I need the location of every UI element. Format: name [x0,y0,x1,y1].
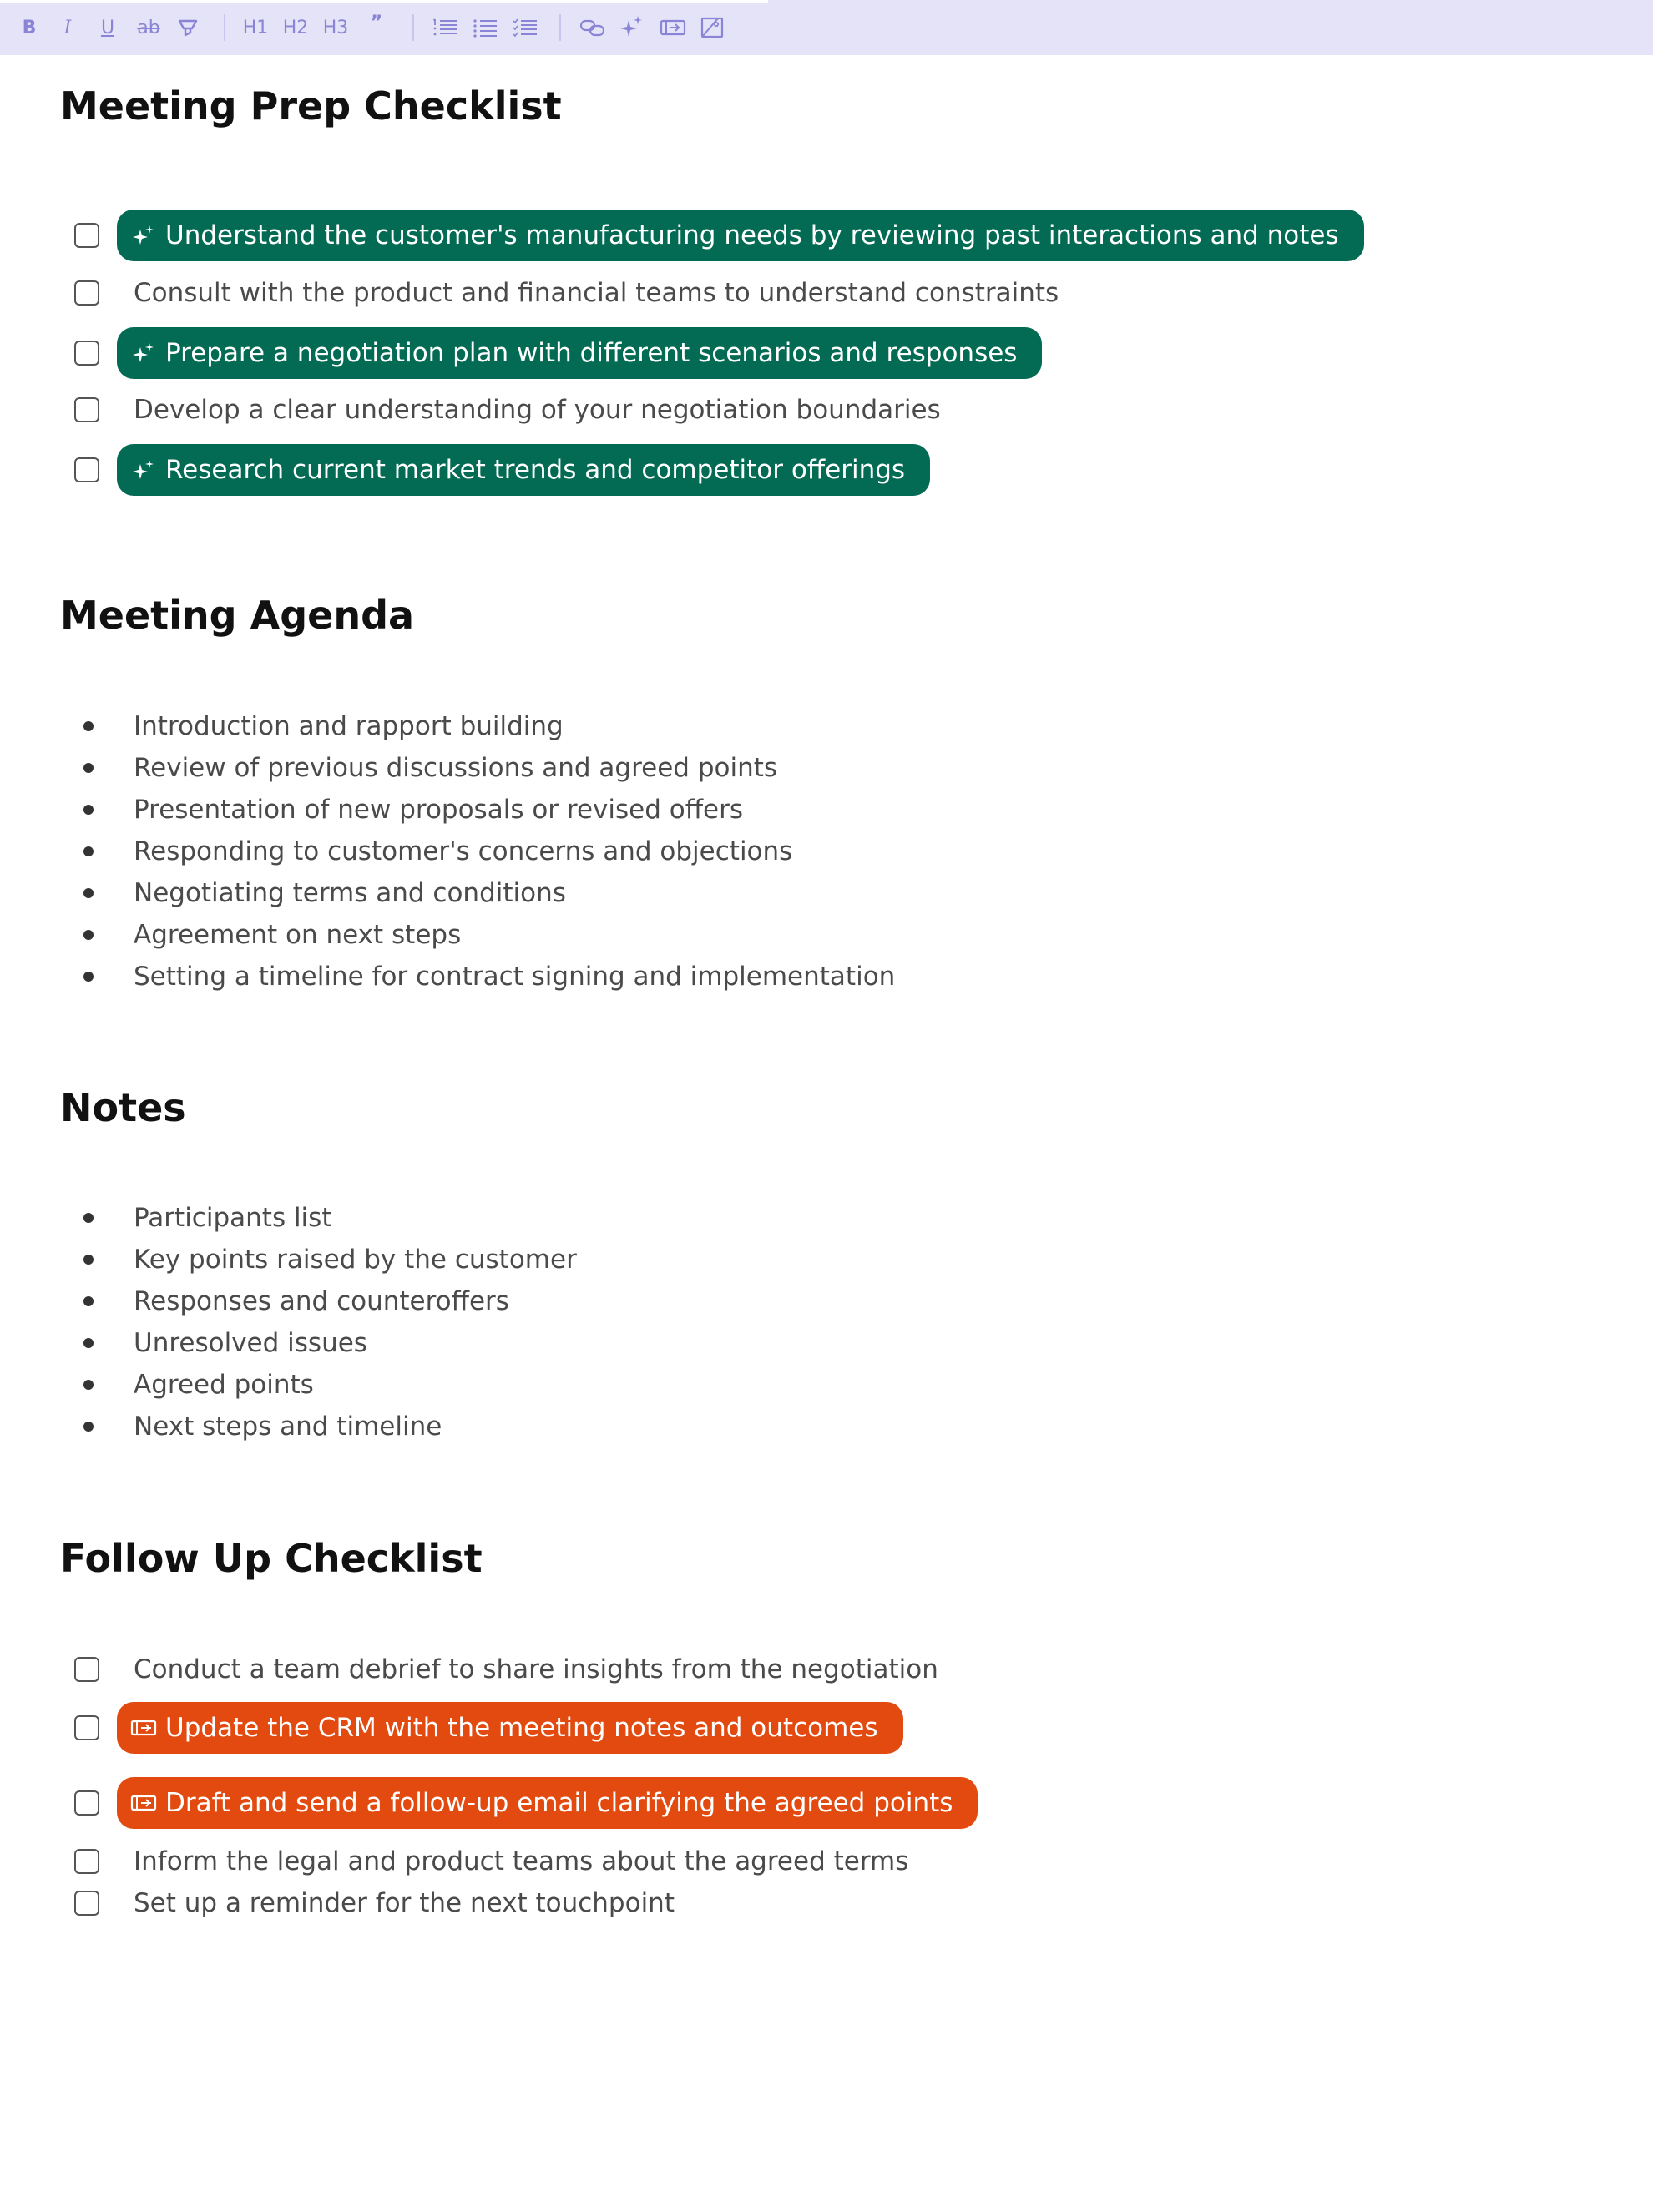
checklist-item [0,210,1653,261]
list-item [0,789,1653,831]
heading-2-button[interactable]: H2 [282,17,309,38]
sparkle-icon [620,15,644,40]
toolbar-divider [412,14,414,41]
bullet [83,846,94,856]
link-button[interactable] [578,12,608,43]
checkbox[interactable] [74,280,99,306]
list-item-text: Responses and counteroffers [134,1286,509,1316]
checklist-item-text: Set up a reminder for the next touchpoint [134,1888,675,1918]
ai-suggestion-pill[interactable] [117,327,1042,379]
sparkle-icon [130,340,157,366]
bullet-list-icon [473,17,498,38]
highlight-button[interactable] [174,12,202,43]
checklist-item-text: Understand the customer's manufacturing needs by reviewing past interactions and notes [165,220,1339,250]
checkbox[interactable] [74,223,99,248]
heading-1-button[interactable]: H1 [242,17,269,38]
bullet [83,1338,94,1348]
bullet [83,763,94,773]
list-item-text: Next steps and timeline [134,1412,442,1442]
list-item [0,1322,1653,1364]
bold-button[interactable]: B [22,17,37,38]
checkbox[interactable] [74,1790,99,1816]
list-item [0,914,1653,956]
checkbox[interactable] [74,1849,99,1874]
action-ticket-icon [130,1715,157,1741]
list-item [0,1406,1653,1447]
list-item [0,956,1653,997]
checkbox[interactable] [74,1715,99,1740]
bullet [83,805,94,815]
action-item-button[interactable] [658,12,688,43]
list-item [0,705,1653,747]
checklist-item-text: Draft and send a follow-up email clarifying the agreed points [165,1788,953,1818]
link-icon [579,16,606,39]
checklist-item-text: Inform the legal and product teams about the agreed terms [134,1846,909,1876]
list-item [0,1197,1653,1239]
checklist-item-text: Conduct a team debrief to share insights from the negotiation [134,1654,938,1684]
checklist-item-text: Consult with the product and financial teams to understand constraints [134,278,1059,308]
toolbar-divider [224,14,225,41]
toolbar-divider [559,14,561,41]
checklist-item-text: Prepare a negotiation plan with different scenarios and responses [165,338,1018,368]
sparkle-icon [130,222,157,249]
heading-3-button[interactable]: H3 [322,17,349,38]
checklist-item [0,327,1653,379]
action-ticket-icon [130,1790,157,1816]
checkbox[interactable] [74,341,99,366]
checklist-item [0,1644,1653,1695]
bullet [83,1213,94,1223]
checklist-item [0,267,1653,319]
ai-suggestion-pill[interactable] [117,210,1364,261]
checkbox[interactable] [74,1657,99,1682]
list-item [0,872,1653,914]
list-item-text: Agreement on next steps [134,920,462,950]
checklist-item-text: Update the CRM with the meeting notes and outcomes [165,1713,878,1743]
numbered-list-button[interactable] [431,12,459,43]
checklist-item-text: Research current market trends and competitor offerings [165,455,906,485]
section-title-agenda: Meeting Agenda [60,593,415,638]
sparkle-icon [130,457,157,483]
bullet [83,888,94,898]
checklist-item [0,444,1653,496]
list-item-text: Agreed points [134,1370,314,1400]
action-item-pill[interactable] [117,1702,903,1754]
image-icon [700,15,725,40]
list-item [0,1239,1653,1280]
bullet [83,930,94,940]
ai-suggestion-pill[interactable] [117,444,930,496]
checkbox[interactable] [74,397,99,422]
italic-button[interactable]: I [63,17,72,38]
action-ticket-icon [660,17,686,38]
section-title-followup: Follow Up Checklist [60,1536,483,1581]
list-item-text: Presentation of new proposals or revised offers [134,795,744,825]
ai-sparkle-button[interactable] [618,12,646,43]
strikethrough-button[interactable]: ab [137,17,160,38]
highlighter-icon [176,16,200,39]
formatting-toolbar [0,0,1653,55]
checklist-item [0,1702,1653,1754]
list-item-text: Responding to customer's concerns and objections [134,836,793,866]
underline-button[interactable]: U [100,17,115,38]
list-item-text: Negotiating terms and conditions [134,878,566,908]
checklist-item-text: Develop a clear understanding of your negotiation boundaries [134,395,941,425]
list-item-text: Introduction and rapport building [134,711,564,741]
list-item-text: Review of previous discussions and agreed points [134,753,778,783]
checkbox[interactable] [74,1891,99,1916]
bullet [83,721,94,731]
list-item [0,831,1653,872]
checklist-button[interactable] [511,12,539,43]
list-item [0,1280,1653,1322]
numbered-list-icon [432,17,457,38]
quote-button[interactable]: ” [370,12,383,33]
insert-image-button[interactable] [698,12,726,43]
list-item [0,1364,1653,1406]
bullet [83,972,94,982]
bullet-list-button[interactable] [471,12,499,43]
bullet [83,1380,94,1390]
list-item-text: Unresolved issues [134,1328,367,1358]
section-title-notes: Notes [60,1085,186,1130]
checkbox[interactable] [74,457,99,482]
bullet [83,1296,94,1306]
list-item-text: Participants list [134,1203,332,1233]
bullet [83,1422,94,1432]
list-item-text: Key points raised by the customer [134,1245,577,1275]
section-title-prep: Meeting Prep Checklist [60,83,562,129]
list-item [0,747,1653,789]
action-item-pill[interactable] [117,1777,978,1829]
checklist-item [0,1877,1653,1929]
bullet [83,1255,94,1265]
list-item-text: Setting a timeline for contract signing and implementation [134,962,896,992]
toolbar-top-edge [0,0,768,3]
checklist-item [0,1777,1653,1829]
checklist-item [0,384,1653,436]
checklist-icon [513,17,538,38]
